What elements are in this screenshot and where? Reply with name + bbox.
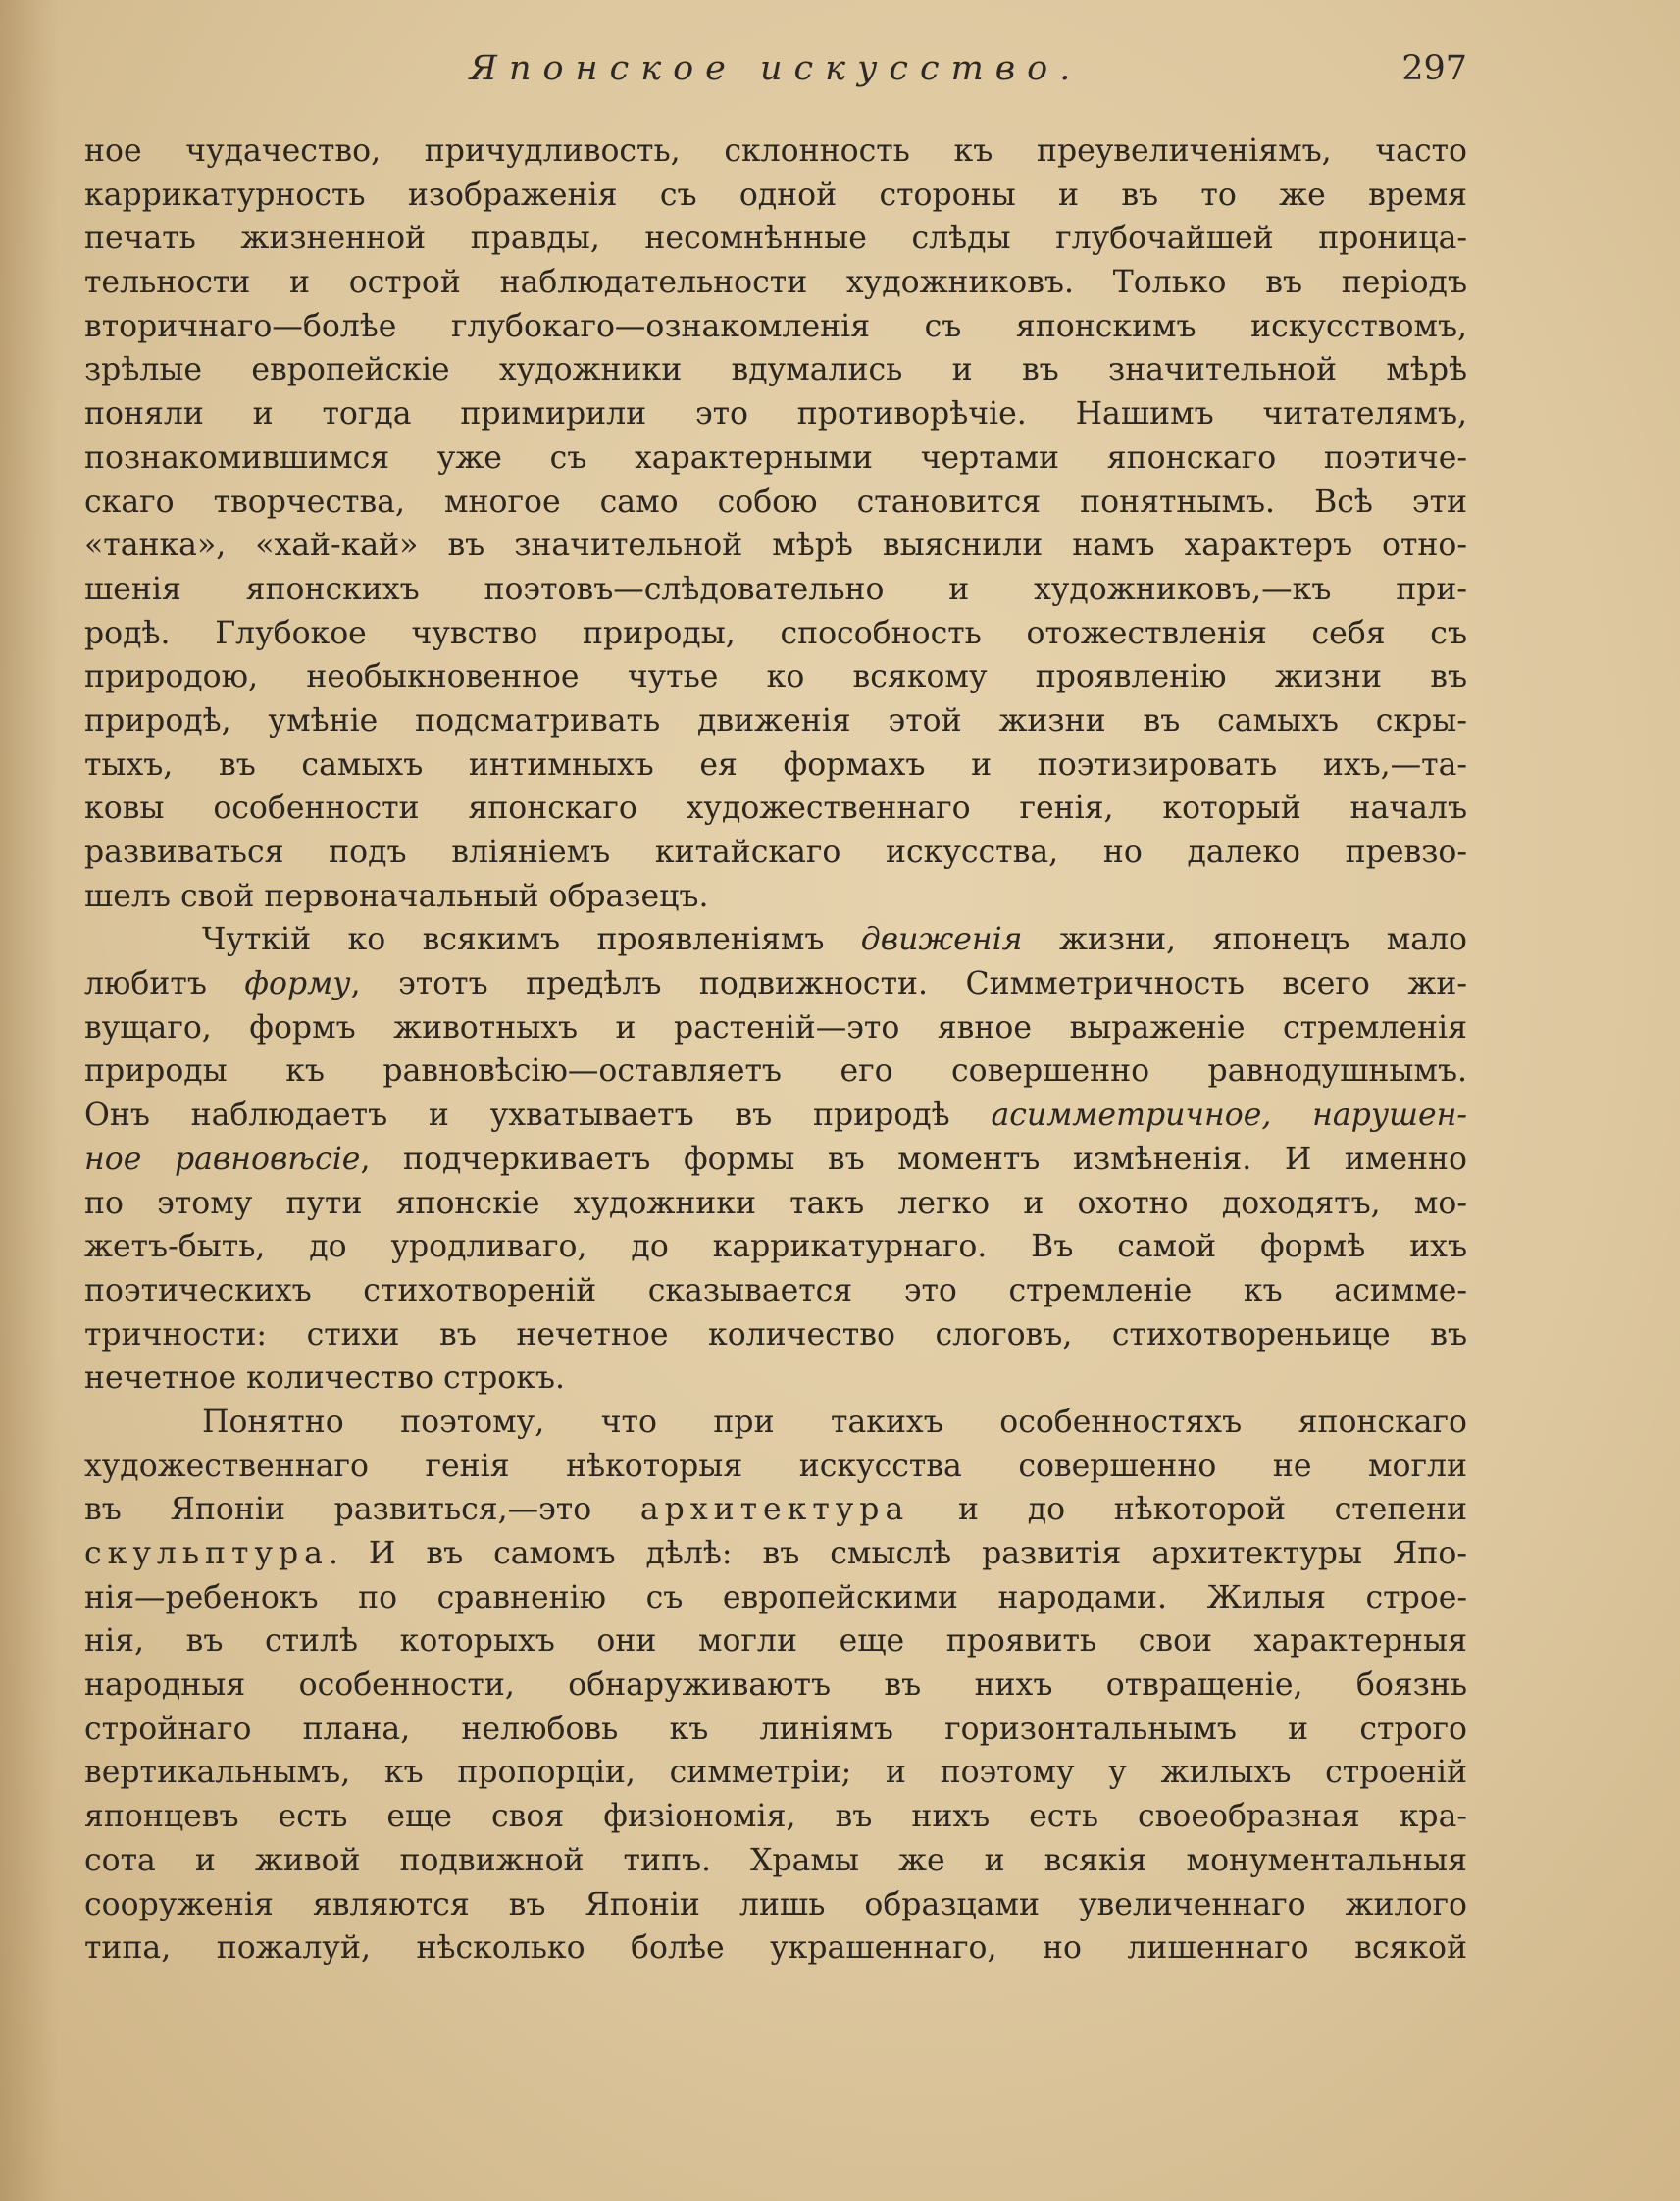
text-line (84, 1883, 1467, 1927)
italic-emphasis: движенія (860, 922, 1023, 958)
text-line (84, 1664, 1467, 1708)
text-line (84, 787, 1467, 831)
text-line (84, 1445, 1467, 1489)
line-text: жетъ-быть, до уродливаго, до каррикатурнаго. Въ самой формѣ ихъ (84, 1229, 1467, 1265)
text-line (84, 1751, 1467, 1795)
text-line (84, 305, 1467, 349)
line-text: вертикальнымъ, къ пропорціи, симметріи; и поэтому у жилыхъ строеній (84, 1755, 1467, 1791)
text-line (84, 1926, 1467, 1971)
line-text: родѣ. Глубокое чувство природы, способность отожествленія себя съ (84, 615, 1467, 651)
line-text: тричности: стихи въ нечетное количество слоговъ, стихотвореньице въ (84, 1316, 1467, 1353)
text-line (84, 831, 1467, 875)
line-text: познакомившимся уже съ характерными чертами японскаго поэтиче- (84, 439, 1467, 476)
text-line (84, 1094, 1467, 1138)
text-line (84, 1839, 1467, 1883)
text-line (84, 1576, 1467, 1620)
line-text: народныя особенности, обнаруживаютъ въ нихъ отвращеніе, боязнь (84, 1667, 1467, 1704)
italic-emphasis: форму (244, 966, 351, 1002)
text-line (84, 1708, 1467, 1752)
line-text: природою, необыкновенное чутье ко всякому проявленію жизни въ (84, 659, 1467, 695)
line-text: «танка», «хай-кай» въ значительной мѣрѣ выяснили намъ характеръ отно- (84, 528, 1467, 564)
text-line (84, 1401, 1467, 1445)
line-text: тыхъ, въ самыхъ интимныхъ ея формахъ и поэтизировать ихъ,—та- (84, 746, 1467, 783)
text-line (84, 1006, 1467, 1050)
text-line (84, 1795, 1467, 1839)
text-line (84, 1269, 1467, 1313)
line-text: въ Японіи развиться,—это (84, 1492, 640, 1528)
text-line (84, 743, 1467, 788)
line-text: поэтическихъ стихотвореній сказывается это стремленіе къ асимме- (84, 1272, 1467, 1308)
text-line (84, 655, 1467, 699)
text-line (84, 481, 1467, 525)
line-text: зрѣлые европейскіе художники вдумались и въ значительной мѣрѣ (84, 352, 1467, 388)
text-line (84, 1138, 1467, 1182)
spaced-emphasis: скульптура (84, 1536, 329, 1571)
line-text: вторичнаго—болѣе глубокаго—ознакомленія съ японскимъ искусствомъ, (84, 308, 1467, 344)
line-text: Понятно поэтому, что при такихъ особенностяхъ японскаго (202, 1404, 1467, 1440)
italic-emphasis: ное равновѣсіе (84, 1141, 361, 1177)
text-line (84, 568, 1467, 612)
text-line (84, 348, 1467, 392)
line-text: шенія японскихъ поэтовъ—слѣдовательно и художниковъ,—къ при- (84, 571, 1467, 607)
line-text: любитъ (84, 966, 245, 1002)
line-text: природѣ, умѣніе подсматривать движенія этой жизни въ самыхъ скры- (84, 702, 1467, 739)
line-text: по этому пути японскіе художники такъ легко и охотно доходятъ, мо- (84, 1185, 1467, 1221)
line-text: Онъ наблюдаетъ и ухватываетъ въ природѣ (84, 1098, 992, 1134)
line-text: каррикатурность изображенія съ одной стороны и въ то же время (84, 177, 1467, 213)
line-text: , подчеркиваетъ формы въ моментъ измѣненія. И именно (360, 1141, 1467, 1177)
line-text: . И въ самомъ дѣлѣ: въ смыслѣ развитія архитектуры Япо- (328, 1536, 1467, 1571)
line-text: и до нѣкоторой степени (909, 1492, 1467, 1528)
line-text: вущаго, формъ животныхъ и растеній—это явное выраженіе стремленія (84, 1009, 1467, 1046)
line-text: поняли и тогда примирили это противорѣчіе. Нашимъ читателямъ, (84, 396, 1467, 433)
text-line (84, 174, 1467, 218)
line-text: ковы особенности японскаго художественнаго генія, который началъ (84, 791, 1467, 827)
text-line (84, 962, 1467, 1006)
text-line (84, 1182, 1467, 1226)
line-text: художественнаго генія нѣкоторыя искусства совершенно не могли (84, 1448, 1467, 1484)
line-text: скаго творчества, многое само собою становится понятнымъ. Всѣ эти (84, 484, 1467, 520)
line-text: шелъ свой первоначальный образецъ. (84, 878, 709, 914)
line-text: , этотъ предѣлъ подвижности. Симметричность всего жи- (350, 966, 1467, 1002)
text-line (84, 918, 1467, 962)
spaced-emphasis: архитектура (639, 1492, 910, 1528)
text-line (84, 261, 1467, 305)
line-text: сота и живой подвижной типъ. Храмы же и всякія монументальныя (84, 1842, 1467, 1878)
page-header (84, 49, 1467, 100)
text-line (84, 1532, 1467, 1576)
line-text: нія—ребенокъ по сравненію съ европейскими народами. Жилыя строе- (84, 1579, 1467, 1615)
text-line (84, 392, 1467, 436)
text-line (84, 524, 1467, 568)
text-line (84, 1313, 1467, 1357)
line-text: тельности и острой наблюдательности художниковъ. Только въ періодъ (84, 265, 1467, 301)
line-text: стройнаго плана, нелюбовь къ линіямъ горизонтальнымъ и строго (84, 1711, 1467, 1747)
text-line (84, 436, 1467, 481)
line-text: нечетное количество строкъ. (84, 1360, 565, 1397)
text-line (84, 1225, 1467, 1269)
line-text: природы къ равновѣсію—оставляетъ его совершенно равнодушнымъ. (84, 1053, 1467, 1090)
line-text: жизни, японецъ мало (1022, 922, 1467, 958)
line-text: ное чудачество, причудливость, склонность къ преувеличеніямъ, часто (84, 133, 1467, 169)
text-line (84, 1356, 1467, 1401)
line-text: развиваться подъ вліяніемъ китайскаго искусства, но далеко превзо- (84, 835, 1467, 870)
text-line (84, 1488, 1467, 1532)
line-text: типа, пожалуй, нѣсколько болѣе украшеннаго, но лишеннаго всякой (84, 1930, 1467, 1967)
text-line (84, 875, 1467, 919)
running-title: Японское искусство. (469, 49, 1083, 88)
text-line (84, 699, 1467, 743)
line-text: Чуткій ко всякимъ проявленіямъ (202, 922, 861, 958)
text-line (84, 1049, 1467, 1094)
line-text: сооруженія являются въ Японіи лишь образцами увеличеннаго жилого (84, 1886, 1467, 1922)
italic-emphasis: асимметричное, нарушен- (991, 1098, 1467, 1134)
text-line (84, 129, 1467, 174)
page-number: 297 (1401, 49, 1467, 88)
line-text: нія, въ стилѣ которыхъ они могли еще проявить свои характерныя (84, 1623, 1467, 1660)
body-text (84, 129, 1467, 1971)
text-line (84, 1619, 1467, 1664)
text-line (84, 612, 1467, 656)
text-line (84, 217, 1467, 261)
line-text: печать жизненной правды, несомнѣнные слѣды глубочайшей проница- (84, 221, 1467, 257)
line-text: японцевъ есть еще своя физіономія, въ нихъ есть своеобразная кра- (84, 1799, 1467, 1835)
